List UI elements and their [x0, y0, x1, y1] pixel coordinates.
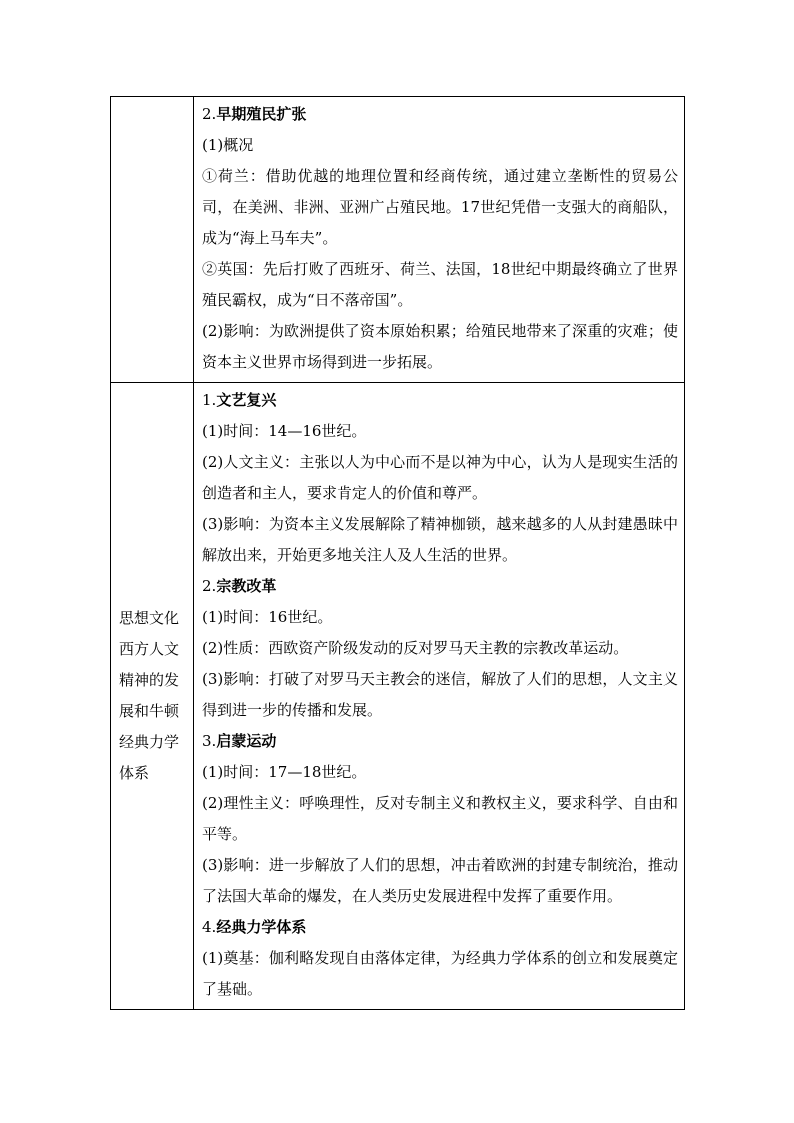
- paragraph: ①荷兰：借助优越的地理位置和经商传统，通过建立垄断性的贸易公司，在美洲、非洲、亚洲广占殖民地。17世纪凭借一支强大的商船队，成为“海上马车夫”。: [202, 167, 678, 247]
- section-heading: [202, 726, 678, 757]
- section-heading: [202, 571, 678, 602]
- paragraph: (2)性质：西欧资产阶级发动的反对罗马天主教的宗教改革运动。: [202, 639, 629, 657]
- section-number: 2.: [202, 105, 217, 123]
- topic-text: 思想文化西方人文精神的发展和牛顿经典力学体系: [119, 609, 180, 782]
- section-number: 1.: [202, 391, 217, 409]
- paragraph: (1)时间：16世纪。: [202, 608, 333, 626]
- paragraph: (1)奠基：伽利略发现自由落体定律，为经典力学体系的创立和发展奠定了基础。: [202, 949, 678, 998]
- paragraph: (3)影响：进一步解放了人们的思想，冲击着欧洲的封建专制统治，推动了法国大革命的爆发，在人类历史发展进程中发挥了重要作用。: [202, 856, 678, 905]
- section-title: 经典力学体系: [216, 918, 307, 936]
- section-title: 早期殖民扩张: [216, 105, 307, 123]
- paragraph: (3)影响：打破了对罗马天主教会的迷信，解放了人们的思想，人文主义得到进一步的传播和发展。: [202, 670, 678, 719]
- section-title: 文艺复兴: [216, 391, 277, 409]
- paragraph: (3)影响：为资本主义发展解除了精神枷锁，越来越多的人从封建愚昧中解放出来，开始更多地关注人及人生活的世界。: [202, 515, 678, 564]
- paragraph: (1)时间：14—16世纪。: [202, 422, 367, 440]
- section-number: 3.: [202, 732, 217, 750]
- paragraph: (1)概况: [202, 136, 254, 154]
- paragraph: (2)理性主义：呼唤理性，反对专制主义和教权主义，要求科学、自由和平等。: [202, 794, 678, 843]
- table-row-thought-culture: [111, 383, 685, 1010]
- paragraph: (2)影响：为欧洲提供了资本原始积累；给殖民地带来了深重的灾难；使资本主义世界市场得到进一步拓展。: [202, 322, 678, 371]
- section-title: 启蒙运动: [216, 732, 277, 750]
- section-number: 2.: [202, 577, 217, 595]
- table-row-colonial-expansion: [111, 97, 685, 383]
- section-heading: [202, 99, 678, 130]
- paragraph: (1)时间：17—18世纪。: [202, 763, 367, 781]
- content-block: [194, 383, 684, 1009]
- section-title: 宗教改革: [216, 577, 277, 595]
- content-block: [194, 97, 684, 382]
- paragraph: ②英国：先后打败了西班牙、荷兰、法国，18世纪中期最终确立了世界殖民霸权，成为“日不落帝国”。: [202, 260, 678, 309]
- section-heading: [202, 385, 678, 416]
- topic-cell: [111, 383, 194, 1010]
- section-heading: [202, 912, 678, 943]
- content-cell: [194, 97, 685, 383]
- section-number: 4.: [202, 918, 217, 936]
- topic-cell-empty: [111, 97, 194, 383]
- paragraph: (2)人文主义：主张以人为中心而不是以神为中心，认为人是现实生活的创造者和主人，要求肯定人的价值和尊严。: [202, 453, 678, 502]
- content-cell: [194, 383, 685, 1010]
- notes-table: [110, 96, 685, 1010]
